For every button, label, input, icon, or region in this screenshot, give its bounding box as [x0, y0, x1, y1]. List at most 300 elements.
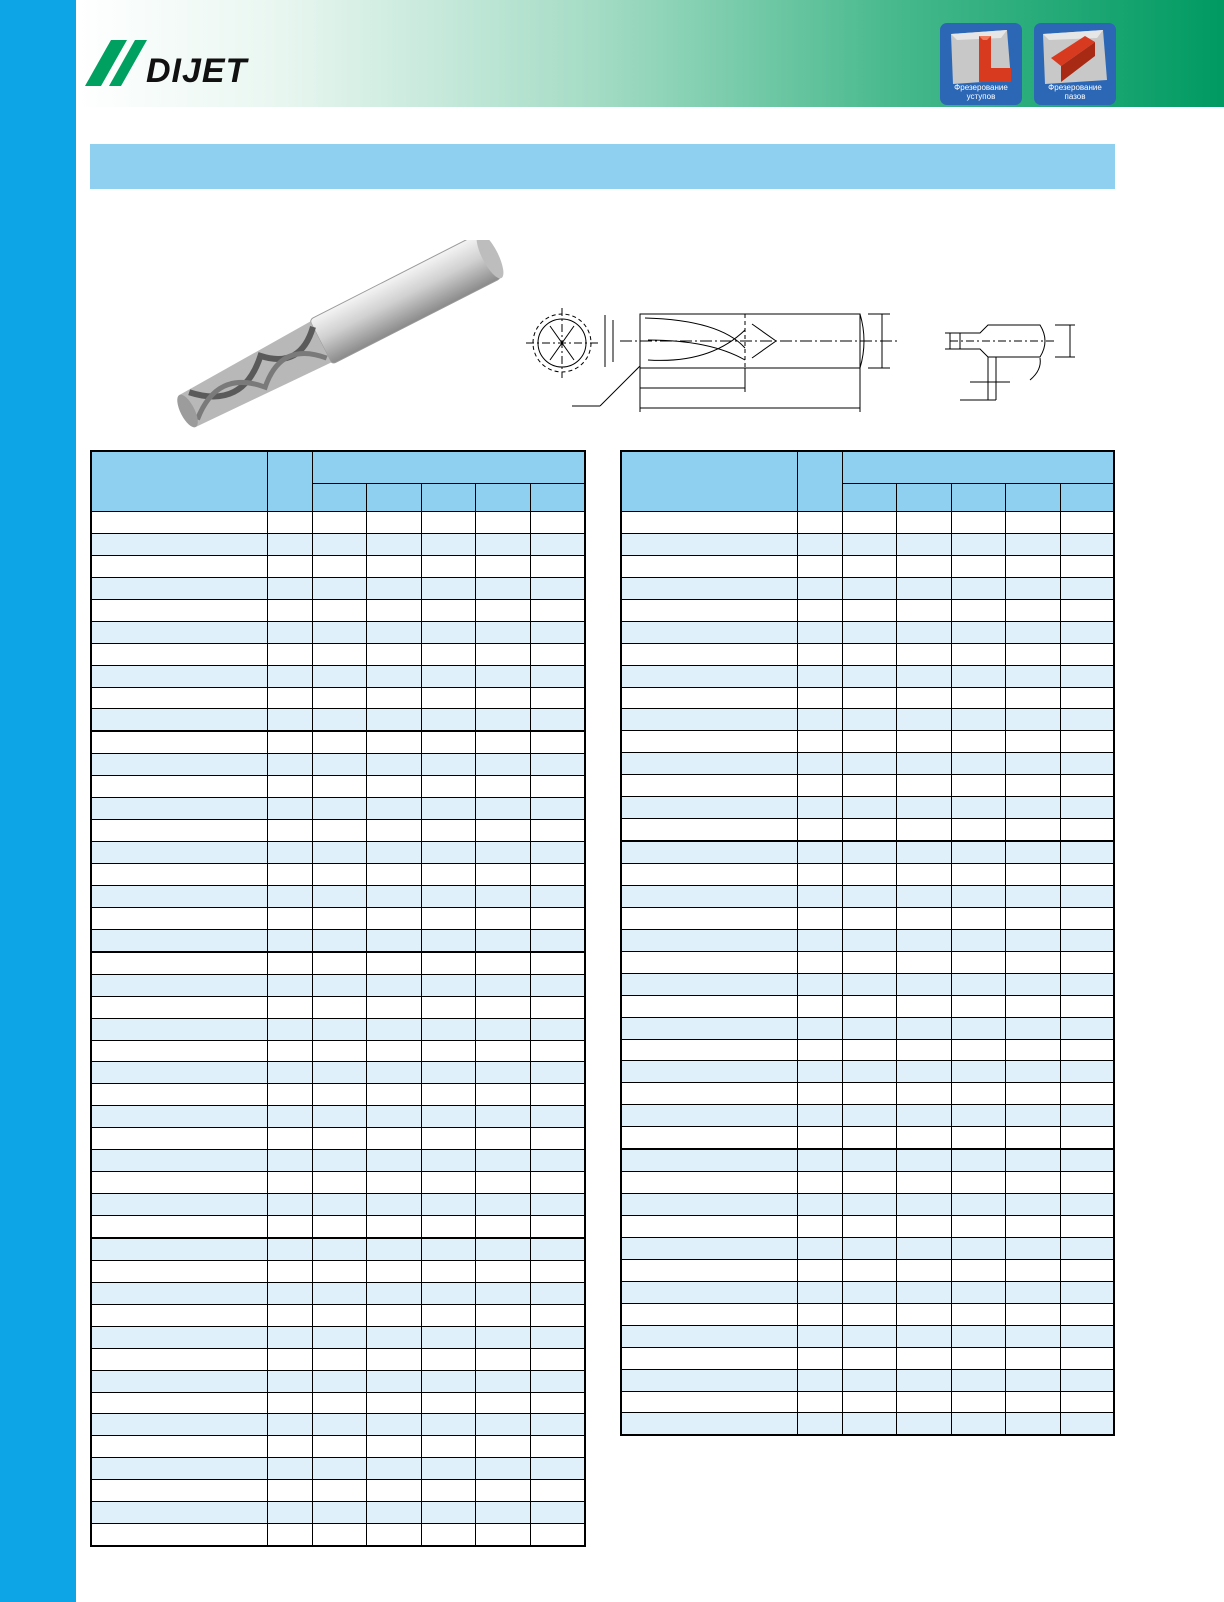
- table-row: [621, 1061, 1114, 1083]
- table-cell: [268, 820, 312, 842]
- table-cell: [798, 1413, 842, 1435]
- table-cell: [951, 907, 1006, 929]
- table-cell: [312, 1106, 367, 1128]
- table-cell: [421, 687, 476, 709]
- table-row: [621, 885, 1114, 907]
- table-cell: [312, 974, 367, 996]
- header-cell: [530, 484, 585, 512]
- table-cell: [621, 951, 798, 973]
- table-row: [91, 643, 585, 665]
- table-cell: [367, 577, 422, 599]
- table-cell: [621, 797, 798, 819]
- table-row: [621, 687, 1114, 709]
- table-cell: [951, 599, 1006, 621]
- table-cell: [367, 864, 422, 886]
- table-row: [621, 1083, 1114, 1105]
- table-cell: [897, 555, 952, 577]
- table-header-row: [621, 451, 1114, 484]
- table-row: [91, 1194, 585, 1216]
- table-cell: [476, 1392, 531, 1414]
- table-cell: [798, 797, 842, 819]
- table-cell: [476, 709, 531, 731]
- table-cell: [91, 1370, 268, 1392]
- table-cell: [842, 643, 897, 665]
- table-cell: [1006, 1303, 1061, 1325]
- table-cell: [530, 643, 585, 665]
- table-cell: [621, 995, 798, 1017]
- shoulder-milling-badge: [940, 23, 1022, 105]
- table-cell: [476, 599, 531, 621]
- table-cell: [312, 643, 367, 665]
- table-cell: [897, 1391, 952, 1413]
- table-cell: [951, 1281, 1006, 1303]
- table-header-row: [91, 451, 585, 484]
- table-row: [621, 1391, 1114, 1413]
- table-cell: [476, 864, 531, 886]
- table-cell: [897, 1039, 952, 1061]
- header-cell: [476, 484, 531, 512]
- table-cell: [1006, 995, 1061, 1017]
- table-cell: [421, 512, 476, 534]
- table-cell: [268, 555, 312, 577]
- table-row: [621, 1127, 1114, 1149]
- table-cell: [621, 1391, 798, 1413]
- table-cell: [367, 1348, 422, 1370]
- table-row: [621, 1237, 1114, 1259]
- table-cell: [798, 1083, 842, 1105]
- table-cell: [1060, 1303, 1114, 1325]
- table-cell: [621, 1172, 798, 1194]
- table-cell: [897, 1347, 952, 1369]
- table-cell: [530, 974, 585, 996]
- table-cell: [842, 819, 897, 841]
- table-cell: [1060, 533, 1114, 555]
- table-cell: [421, 1018, 476, 1040]
- table-cell: [530, 621, 585, 643]
- end-mill-photo: [150, 240, 520, 435]
- table-cell: [312, 1502, 367, 1524]
- table-cell: [1006, 1172, 1061, 1194]
- table-row: [91, 1480, 585, 1502]
- table-cell: [530, 798, 585, 820]
- table-cell: [91, 1216, 268, 1238]
- table-cell: [91, 1304, 268, 1326]
- table-cell: [91, 599, 268, 621]
- table-row: [621, 1259, 1114, 1281]
- table-cell: [476, 1304, 531, 1326]
- table-cell: [530, 1392, 585, 1414]
- table-cell: [842, 1259, 897, 1281]
- table-cell: [421, 1150, 476, 1172]
- table-cell: [897, 1017, 952, 1039]
- table-cell: [798, 1281, 842, 1303]
- table-cell: [1006, 841, 1061, 863]
- table-cell: [91, 621, 268, 643]
- table-cell: [842, 577, 897, 599]
- table-cell: [421, 1480, 476, 1502]
- table-cell: [842, 599, 897, 621]
- table-cell: [798, 1237, 842, 1259]
- table-cell: [621, 512, 798, 534]
- table-cell: [367, 621, 422, 643]
- table-cell: [367, 754, 422, 776]
- table-cell: [897, 1237, 952, 1259]
- table-cell: [842, 995, 897, 1017]
- table-cell: [268, 1150, 312, 1172]
- table-cell: [367, 907, 422, 929]
- table-cell: [842, 797, 897, 819]
- table-cell: [951, 665, 1006, 687]
- table-cell: [421, 1172, 476, 1194]
- table-cell: [476, 974, 531, 996]
- table-cell: [367, 1172, 422, 1194]
- table-cell: [798, 533, 842, 555]
- table-cell: [842, 885, 897, 907]
- table-row: [91, 555, 585, 577]
- table-cell: [268, 1062, 312, 1084]
- table-cell: [312, 952, 367, 974]
- table-row: [91, 907, 585, 929]
- table-cell: [951, 1259, 1006, 1281]
- table-cell: [367, 1524, 422, 1546]
- table-cell: [621, 973, 798, 995]
- table-cell: [268, 731, 312, 753]
- table-row: [621, 753, 1114, 775]
- table-cell: [842, 1303, 897, 1325]
- table-cell: [798, 555, 842, 577]
- table-cell: [91, 1524, 268, 1546]
- table-cell: [842, 1391, 897, 1413]
- header-cell: [1006, 484, 1061, 512]
- table-cell: [530, 1348, 585, 1370]
- table-cell: [421, 864, 476, 886]
- table-cell: [476, 1062, 531, 1084]
- table-cell: [951, 709, 1006, 731]
- table-cell: [1006, 533, 1061, 555]
- table-cell: [91, 1238, 268, 1260]
- table-cell: [1060, 907, 1114, 929]
- table-cell: [367, 731, 422, 753]
- table-cell: [842, 687, 897, 709]
- table-cell: [798, 1194, 842, 1216]
- table-cell: [1060, 621, 1114, 643]
- table-row: [91, 776, 585, 798]
- table-row: [91, 842, 585, 864]
- table-row: [621, 819, 1114, 841]
- table-cell: [798, 775, 842, 797]
- table-cell: [621, 1259, 798, 1281]
- table-cell: [476, 665, 531, 687]
- table-cell: [842, 1127, 897, 1149]
- table-cell: [268, 1216, 312, 1238]
- table-cell: [312, 907, 367, 929]
- table-cell: [91, 798, 268, 820]
- table-row: [621, 512, 1114, 534]
- header-cell: [367, 484, 422, 512]
- table-cell: [1006, 907, 1061, 929]
- table-cell: [621, 621, 798, 643]
- table-cell: [476, 1260, 531, 1282]
- table-cell: [1006, 1325, 1061, 1347]
- table-cell: [91, 1414, 268, 1436]
- table-cell: [842, 512, 897, 534]
- table-cell: [798, 907, 842, 929]
- table-cell: [268, 1326, 312, 1348]
- table-cell: [842, 1216, 897, 1238]
- table-cell: [1006, 1194, 1061, 1216]
- table-cell: [91, 577, 268, 599]
- table-cell: [476, 555, 531, 577]
- table-row: [91, 599, 585, 621]
- table-row: [621, 1347, 1114, 1369]
- table-cell: [530, 1062, 585, 1084]
- table-cell: [951, 973, 1006, 995]
- table-cell: [421, 731, 476, 753]
- table-cell: [1060, 864, 1114, 886]
- table-cell: [951, 841, 1006, 863]
- table-cell: [268, 1480, 312, 1502]
- table-cell: [798, 841, 842, 863]
- table-cell: [951, 819, 1006, 841]
- table-cell: [1060, 577, 1114, 599]
- table-cell: [621, 665, 798, 687]
- table-cell: [1060, 1017, 1114, 1039]
- table-cell: [268, 1458, 312, 1480]
- table-cell: [367, 1040, 422, 1062]
- table-cell: [312, 1062, 367, 1084]
- table-cell: [1060, 885, 1114, 907]
- table-cell: [842, 1039, 897, 1061]
- table-cell: [530, 996, 585, 1018]
- table-cell: [530, 1436, 585, 1458]
- table-cell: [842, 951, 897, 973]
- table-row: [621, 1325, 1114, 1347]
- header-cell: [1060, 484, 1114, 512]
- table-cell: [312, 1414, 367, 1436]
- table-cell: [367, 1480, 422, 1502]
- table-cell: [621, 1216, 798, 1238]
- table-cell: [1060, 1194, 1114, 1216]
- table-cell: [530, 776, 585, 798]
- slot-milling-badge: [1034, 23, 1116, 105]
- table-cell: [268, 1392, 312, 1414]
- header-cell: [268, 451, 312, 512]
- table-cell: [1006, 775, 1061, 797]
- table-row: [91, 1282, 585, 1304]
- table-row: [91, 687, 585, 709]
- table-cell: [530, 929, 585, 951]
- table-cell: [798, 973, 842, 995]
- table-cell: [842, 1017, 897, 1039]
- table-cell: [268, 1128, 312, 1150]
- table-row: [621, 731, 1114, 753]
- table-cell: [897, 533, 952, 555]
- table-cell: [897, 841, 952, 863]
- table-cell: [1006, 951, 1061, 973]
- table-cell: [476, 1216, 531, 1238]
- table-cell: [530, 1480, 585, 1502]
- table-cell: [897, 1194, 952, 1216]
- table-cell: [268, 842, 312, 864]
- table-row: [91, 1062, 585, 1084]
- specs-table-right: [620, 450, 1115, 1436]
- table-cell: [367, 798, 422, 820]
- table-cell: [91, 665, 268, 687]
- table-row: [621, 1149, 1114, 1171]
- table-cell: [312, 885, 367, 907]
- table-cell: [476, 1106, 531, 1128]
- table-cell: [897, 1149, 952, 1171]
- table-cell: [421, 776, 476, 798]
- table-cell: [897, 599, 952, 621]
- table-cell: [367, 929, 422, 951]
- table-cell: [798, 1149, 842, 1171]
- table-row: [91, 577, 585, 599]
- table-cell: [91, 1106, 268, 1128]
- table-cell: [268, 577, 312, 599]
- table-cell: [1060, 643, 1114, 665]
- table-cell: [1060, 929, 1114, 951]
- table-cell: [897, 973, 952, 995]
- table-cell: [1006, 753, 1061, 775]
- table-cell: [842, 753, 897, 775]
- table-cell: [798, 864, 842, 886]
- table-row: [91, 1040, 585, 1062]
- table-cell: [530, 533, 585, 555]
- table-cell: [268, 1018, 312, 1040]
- table-cell: [951, 775, 1006, 797]
- table-row: [91, 820, 585, 842]
- table-cell: [1060, 797, 1114, 819]
- table-cell: [268, 1172, 312, 1194]
- table-cell: [897, 1303, 952, 1325]
- table-cell: [268, 864, 312, 886]
- table-cell: [621, 841, 798, 863]
- table-cell: [530, 885, 585, 907]
- table-cell: [421, 842, 476, 864]
- table-cell: [621, 1194, 798, 1216]
- table-cell: [476, 754, 531, 776]
- table-cell: [367, 1194, 422, 1216]
- table-cell: [367, 533, 422, 555]
- table-cell: [312, 1238, 367, 1260]
- table-cell: [798, 1127, 842, 1149]
- table-cell: [421, 1436, 476, 1458]
- table-cell: [268, 974, 312, 996]
- table-cell: [421, 929, 476, 951]
- table-cell: [367, 776, 422, 798]
- table-cell: [798, 1017, 842, 1039]
- table-cell: [1006, 1391, 1061, 1413]
- table-cell: [951, 1216, 1006, 1238]
- table-cell: [798, 577, 842, 599]
- table-cell: [798, 512, 842, 534]
- header-cell: [798, 451, 842, 512]
- table-cell: [421, 643, 476, 665]
- table-cell: [312, 1392, 367, 1414]
- table-cell: [312, 1018, 367, 1040]
- table-cell: [476, 820, 531, 842]
- table-cell: [530, 1018, 585, 1040]
- table-cell: [1006, 1369, 1061, 1391]
- table-cell: [951, 1127, 1006, 1149]
- table-cell: [897, 929, 952, 951]
- table-cell: [798, 1172, 842, 1194]
- table-cell: [621, 599, 798, 621]
- table-cell: [951, 512, 1006, 534]
- table-cell: [367, 1062, 422, 1084]
- table-cell: [842, 1281, 897, 1303]
- table-cell: [842, 973, 897, 995]
- table-cell: [268, 929, 312, 951]
- table-cell: [951, 643, 1006, 665]
- table-cell: [476, 1524, 531, 1546]
- table-cell: [421, 555, 476, 577]
- table-cell: [91, 754, 268, 776]
- table-cell: [621, 1083, 798, 1105]
- table-cell: [951, 731, 1006, 753]
- table-cell: [476, 996, 531, 1018]
- table-cell: [367, 1436, 422, 1458]
- table-cell: [367, 1282, 422, 1304]
- table-cell: [268, 1304, 312, 1326]
- table-cell: [842, 1325, 897, 1347]
- table-cell: [951, 995, 1006, 1017]
- table-cell: [312, 1260, 367, 1282]
- table-cell: [530, 1282, 585, 1304]
- table-cell: [621, 1325, 798, 1347]
- table-cell: [951, 864, 1006, 886]
- table-row: [621, 599, 1114, 621]
- table-cell: [798, 709, 842, 731]
- table-cell: [268, 709, 312, 731]
- table-cell: [842, 907, 897, 929]
- table-cell: [897, 951, 952, 973]
- table-cell: [798, 621, 842, 643]
- table-cell: [476, 533, 531, 555]
- header-cell: [91, 451, 268, 512]
- table-cell: [312, 1524, 367, 1546]
- table-cell: [476, 952, 531, 974]
- table-cell: [367, 1260, 422, 1282]
- table-cell: [530, 1172, 585, 1194]
- table-cell: [842, 1149, 897, 1171]
- table-cell: [1006, 1347, 1061, 1369]
- table-cell: [421, 1524, 476, 1546]
- table-cell: [798, 1391, 842, 1413]
- table-cell: [421, 709, 476, 731]
- table-row: [91, 1392, 585, 1414]
- table-cell: [798, 643, 842, 665]
- table-cell: [798, 1039, 842, 1061]
- table-cell: [842, 555, 897, 577]
- table-cell: [530, 665, 585, 687]
- table-cell: [1006, 929, 1061, 951]
- table-cell: [268, 687, 312, 709]
- table-cell: [421, 820, 476, 842]
- table-cell: [476, 621, 531, 643]
- table-cell: [312, 1480, 367, 1502]
- table-cell: [621, 819, 798, 841]
- table-cell: [621, 929, 798, 951]
- table-cell: [798, 885, 842, 907]
- table-cell: [268, 1524, 312, 1546]
- table-cell: [476, 643, 531, 665]
- table-cell: [842, 1172, 897, 1194]
- table-cell: [367, 842, 422, 864]
- table-cell: [530, 842, 585, 864]
- table-cell: [1006, 1413, 1061, 1435]
